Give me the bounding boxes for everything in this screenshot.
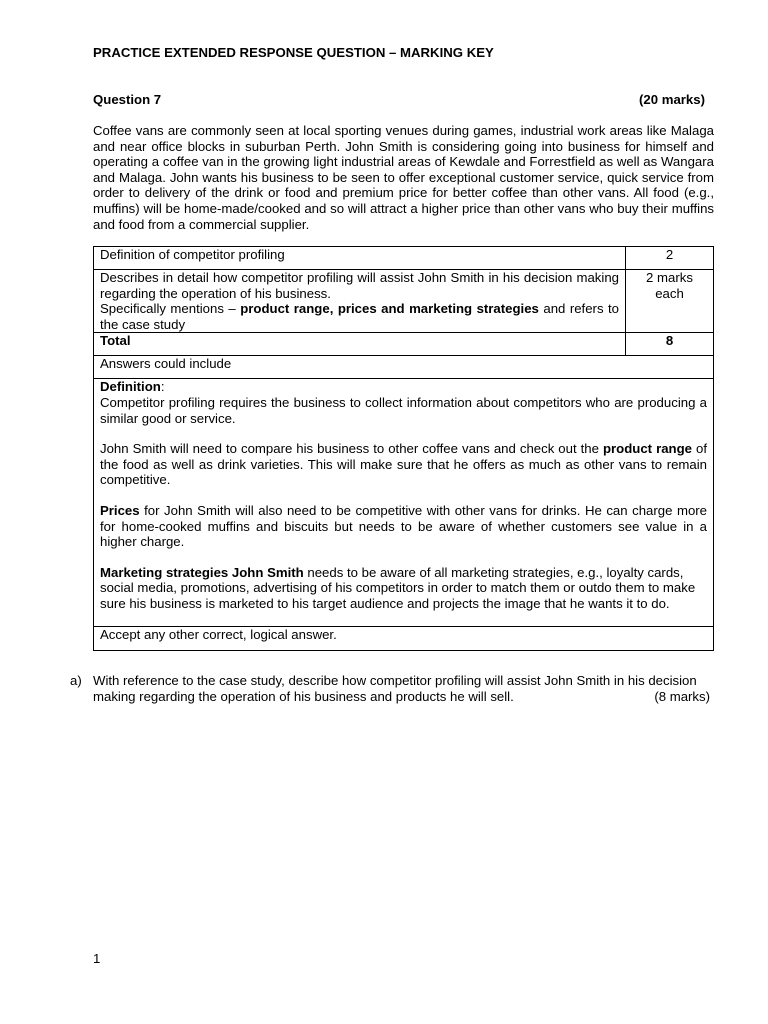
criterion-text: and refers to the case study bbox=[100, 301, 620, 332]
marking-key-table bbox=[93, 246, 714, 651]
table-row bbox=[94, 626, 714, 650]
criterion-text: Specifically mentions – bbox=[100, 301, 241, 317]
criterion-cell: Definition of competitor profiling bbox=[94, 247, 626, 270]
question-marks: (20 marks) bbox=[639, 92, 705, 107]
table-row bbox=[94, 270, 714, 333]
answer-bold-text: Prices bbox=[100, 502, 140, 518]
question-label: Question 7 bbox=[93, 92, 162, 107]
definition-paragraph bbox=[100, 379, 707, 395]
footer-note: Accept any other correct, logical answer. bbox=[94, 626, 714, 650]
definition-text: Competitor profiling requires the business to collect information about competitors who are producing a similar good or service. bbox=[100, 394, 707, 426]
definition-colon: : bbox=[160, 379, 165, 395]
prices-paragraph bbox=[100, 503, 707, 550]
case-study-paragraph: Coffee vans are commonly seen at local sporting venues during games, industrial work areas like Malaga and near office blocks in suburban Perth. John Smith is considering going into business for himself and operating a coffee van in the growing light industrial areas of Kewdale and Forrestfield as well as Wangara and Malaga. John wants his business to be seen to offer exceptional customer service, quick service from order to delivery of the drink or food and premium price for better coffee than other vans. All food (e.g., muffins) will be home-made/cooked and so will attract a higher price than other vans who buy their muffins and food from a commercial supplier. bbox=[93, 123, 714, 232]
criterion-bold-text: product range, prices and marketing strategies bbox=[240, 301, 539, 317]
marketing-paragraph bbox=[100, 565, 707, 612]
answer-text: of the food as well as drink varieties. This will make sure that he offers as much as other vans to remain competitive. bbox=[100, 441, 707, 488]
answers-cell bbox=[94, 379, 714, 626]
criterion-line bbox=[100, 301, 619, 332]
total-label: Total bbox=[94, 333, 626, 356]
criterion-line: Describes in detail how competitor profiling will assist John Smith in his decision making regarding the operation of his business. bbox=[100, 270, 619, 301]
part-a-label: a) bbox=[70, 673, 82, 688]
part-a-text: With reference to the case study, describe how competitor profiling will assist John Smith in his decision making regarding the operation of his business and products he will sell. bbox=[93, 673, 697, 704]
answer-bold-text: Marketing strategies John Smith bbox=[100, 564, 304, 580]
definition-label: Definition bbox=[100, 379, 161, 395]
marks-cell: 2 bbox=[626, 247, 714, 270]
table-row bbox=[94, 356, 714, 379]
product-range-paragraph bbox=[100, 441, 707, 488]
answer-text: for John Smith will also need to be competitive with other vans for drinks. He can charge more for home-cooked muffins and biscuits but needs to be aware of whether customers see value in a higher charge. bbox=[100, 502, 707, 550]
answer-bold-text: product range bbox=[602, 441, 692, 457]
total-row bbox=[94, 333, 714, 356]
part-a-marks: (8 marks) bbox=[654, 688, 710, 704]
marks-text: 2 marks bbox=[646, 270, 693, 285]
page-number: 1 bbox=[93, 951, 101, 966]
marks-cell bbox=[626, 270, 714, 333]
answers-row bbox=[94, 379, 714, 626]
page-title: PRACTICE EXTENDED RESPONSE QUESTION – MARKING KEY bbox=[93, 45, 494, 60]
total-marks: 8 bbox=[626, 333, 714, 356]
answers-heading: Answers could include bbox=[94, 356, 714, 379]
marks-text: each bbox=[655, 285, 684, 301]
answer-text: John Smith will need to compare his business to other coffee vans and check out the bbox=[100, 441, 603, 457]
table-row bbox=[94, 247, 714, 270]
answer-text: needs to be aware of all marketing strategies, e.g., loyalty cards, social media, promotions, advertising of his competitors in order to match them or outdo them to make sure his business is marketed to his target audience and projects the image that he wants it to do. bbox=[100, 564, 696, 611]
question-heading bbox=[93, 92, 705, 108]
criterion-cell bbox=[94, 270, 626, 333]
